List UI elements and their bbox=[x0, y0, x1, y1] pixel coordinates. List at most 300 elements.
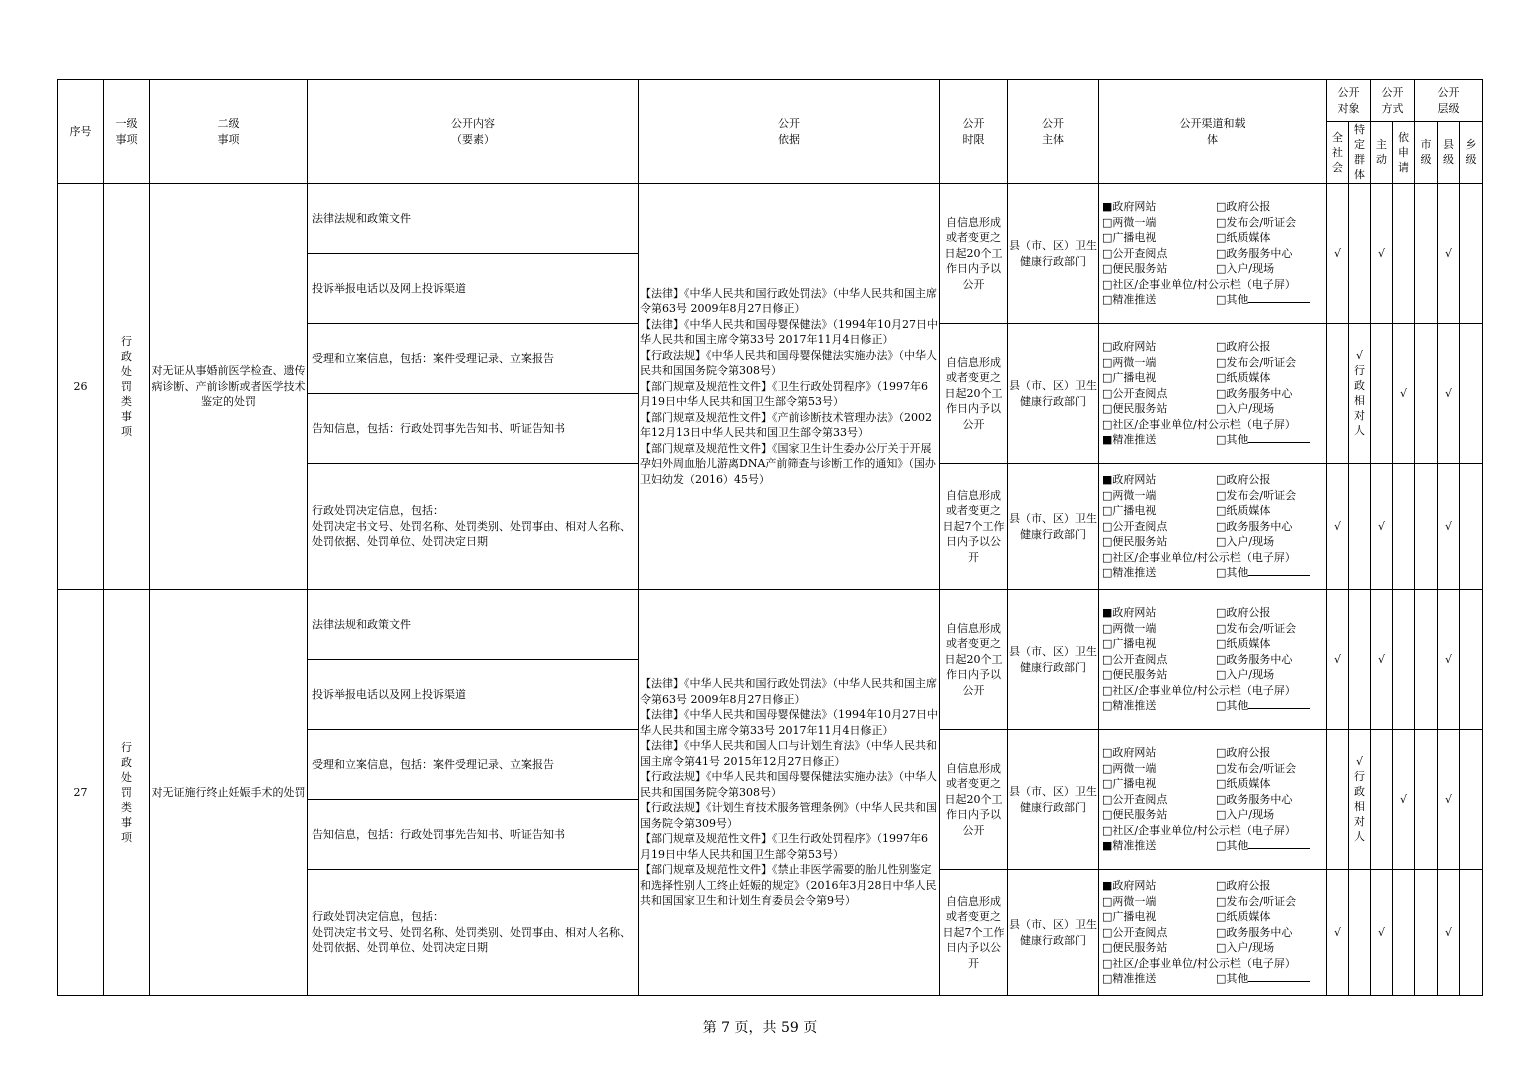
level2-text: 对无证从事婚前医学检查、遗传病诊断、产前诊断或者医学技术鉴定的处罚 bbox=[151, 364, 306, 409]
level-city-check bbox=[1415, 730, 1438, 870]
channel-cell bbox=[1099, 870, 1327, 996]
channel-gazette-box: □ bbox=[1216, 606, 1227, 620]
level-city-check bbox=[1415, 184, 1438, 324]
channel-service-center-label: 政务服务中心 bbox=[1226, 386, 1293, 400]
method-active-check-mark: √ bbox=[1377, 246, 1385, 260]
channel-reading bbox=[1102, 246, 1216, 262]
header-subject bbox=[1008, 80, 1099, 184]
channel-paper-box: □ bbox=[1216, 504, 1227, 518]
target-special-check bbox=[1349, 870, 1371, 996]
content-item-text: 受理和立案信息，包括：案件受理记录、立案报告 bbox=[312, 351, 554, 365]
subject-text: 县（市、区）卫生健康行政部门 bbox=[1009, 645, 1097, 674]
channel-other-label: 其他 bbox=[1226, 433, 1249, 447]
level1-text: 行政处罚类事项 bbox=[121, 334, 132, 438]
time-text: 自信息形成或者变更之日起7个工作日内予以公开 bbox=[942, 894, 1005, 970]
channel-gazette bbox=[1216, 605, 1326, 621]
channel-push-box: □ bbox=[1102, 699, 1113, 713]
content-item-cell bbox=[308, 870, 639, 996]
level-county-check-mark: √ bbox=[1444, 925, 1452, 939]
channel-reading-label: 公开查阅点 bbox=[1112, 652, 1168, 666]
channel-door-box: □ bbox=[1216, 262, 1227, 276]
header-level1-text: 一级事项 bbox=[115, 117, 138, 146]
channel-service-center-box: □ bbox=[1216, 386, 1227, 400]
channel-website-label: 政府网站 bbox=[1112, 746, 1157, 760]
channel-service-station bbox=[1102, 940, 1216, 956]
content-item-cell bbox=[308, 464, 639, 590]
seq-number: 27 bbox=[73, 785, 88, 799]
target-all-check bbox=[1327, 184, 1349, 324]
channel-push-label: 精准推送 bbox=[1112, 293, 1157, 307]
header-level-town-text: 乡级 bbox=[1465, 138, 1477, 167]
level-town-check bbox=[1460, 590, 1483, 730]
header-content bbox=[308, 80, 639, 184]
channel-push-label: 精准推送 bbox=[1112, 433, 1157, 447]
disclosure-table bbox=[57, 79, 1483, 996]
channel-paper-box: □ bbox=[1216, 371, 1227, 385]
channel-press-label: 发布会/听证会 bbox=[1226, 355, 1297, 369]
channel-reading-label: 公开查阅点 bbox=[1112, 386, 1168, 400]
content-item-cell bbox=[308, 730, 639, 800]
header-method-active bbox=[1371, 122, 1393, 184]
channel-push bbox=[1102, 838, 1216, 854]
channel-door bbox=[1216, 401, 1326, 417]
target-all-check-mark: √ bbox=[1333, 519, 1341, 533]
header-method-apply-text: 依申请 bbox=[1398, 130, 1409, 174]
header-time-text: 公开时限 bbox=[962, 117, 985, 146]
channel-broadcast-box: □ bbox=[1102, 910, 1113, 924]
channel-community bbox=[1102, 683, 1326, 699]
table-row bbox=[58, 184, 1483, 254]
time-cell bbox=[940, 464, 1008, 590]
channel-service-station-box: □ bbox=[1102, 808, 1113, 822]
channel-two-micro bbox=[1102, 355, 1216, 371]
channel-community-box: □ bbox=[1102, 550, 1113, 564]
level-county-check-mark: √ bbox=[1444, 519, 1452, 533]
channel-broadcast-label: 广播电视 bbox=[1112, 910, 1157, 924]
channel-gazette-box: □ bbox=[1216, 200, 1227, 214]
channel-service-center-box: □ bbox=[1216, 792, 1227, 806]
channel-service-station-label: 便民服务站 bbox=[1112, 402, 1168, 416]
content-item-text: 法律法规和政策文件 bbox=[312, 617, 411, 631]
content-item-cell bbox=[308, 184, 639, 254]
channel-paper-label: 纸质媒体 bbox=[1226, 637, 1271, 651]
channel-other-label: 其他 bbox=[1226, 699, 1249, 713]
channel-service-station-label: 便民服务站 bbox=[1112, 808, 1168, 822]
channel-door bbox=[1216, 807, 1326, 823]
channel-press-box: □ bbox=[1216, 894, 1227, 908]
channel-service-station-box: □ bbox=[1102, 402, 1113, 416]
channel-two-micro bbox=[1102, 894, 1216, 910]
subject-cell bbox=[1008, 184, 1099, 324]
level1-text: 行政处罚类事项 bbox=[121, 740, 132, 844]
channel-website-label: 政府网站 bbox=[1112, 606, 1157, 620]
target-special-check bbox=[1349, 464, 1371, 590]
page-footer: 第 7 页，共 59 页 bbox=[702, 1020, 818, 1036]
channel-community-box: □ bbox=[1102, 823, 1113, 837]
channel-community-label: 社区/企事业单位/村公示栏（电子屏） bbox=[1112, 683, 1296, 697]
level-city-check bbox=[1415, 870, 1438, 996]
channel-paper bbox=[1216, 370, 1326, 386]
content-item-cell bbox=[308, 800, 639, 870]
channel-paper-label: 纸质媒体 bbox=[1226, 504, 1271, 518]
channel-reading bbox=[1102, 386, 1216, 402]
subject-text: 县（市、区）卫生健康行政部门 bbox=[1009, 918, 1097, 947]
content-item-text: 受理和立案信息，包括：案件受理记录、立案报告 bbox=[312, 757, 554, 771]
subject-text: 县（市、区）卫生健康行政部门 bbox=[1009, 379, 1097, 408]
channel-broadcast-label: 广播电视 bbox=[1112, 231, 1157, 245]
channel-push-box: ■ bbox=[1102, 839, 1113, 853]
channel-service-center-box: □ bbox=[1216, 519, 1227, 533]
channel-reading-box: □ bbox=[1102, 246, 1113, 260]
target-special-check bbox=[1349, 730, 1371, 870]
channel-push bbox=[1102, 971, 1216, 987]
channel-broadcast bbox=[1102, 909, 1216, 925]
channel-door-label: 入户/现场 bbox=[1226, 941, 1275, 955]
channel-other-label: 其他 bbox=[1226, 566, 1249, 580]
method-apply-check-mark: √ bbox=[1399, 386, 1407, 400]
header-level2-text: 二级事项 bbox=[217, 117, 240, 146]
time-text: 自信息形成或者变更之日起20个工作日内予以公开 bbox=[944, 355, 1003, 431]
target-all-check-mark: √ bbox=[1333, 652, 1341, 666]
channel-service-center bbox=[1216, 792, 1326, 808]
content-item-cell bbox=[308, 254, 639, 324]
channel-two-micro bbox=[1102, 761, 1216, 777]
channel-push-label: 精准推送 bbox=[1112, 566, 1157, 580]
header-level bbox=[1415, 80, 1483, 122]
channel-community bbox=[1102, 417, 1326, 433]
channel-other-box: □ bbox=[1216, 699, 1227, 713]
method-apply-check bbox=[1393, 590, 1415, 730]
channel-community-box: □ bbox=[1102, 956, 1113, 970]
channel-door-box: □ bbox=[1216, 535, 1227, 549]
channel-website bbox=[1102, 472, 1216, 488]
level-county-check bbox=[1438, 324, 1460, 464]
content-item-cell bbox=[308, 394, 639, 464]
channel-community-box: □ bbox=[1102, 277, 1113, 291]
channel-door-box: □ bbox=[1216, 941, 1227, 955]
channel-website bbox=[1102, 878, 1216, 894]
channel-other bbox=[1216, 292, 1326, 308]
header-target-special bbox=[1349, 122, 1371, 184]
channel-door bbox=[1216, 667, 1326, 683]
channel-website-box: ■ bbox=[1102, 473, 1113, 487]
method-apply-check bbox=[1393, 464, 1415, 590]
channel-community bbox=[1102, 823, 1326, 839]
header-basis-text: 公开依据 bbox=[778, 117, 800, 146]
channel-gazette bbox=[1216, 339, 1326, 355]
channel-other bbox=[1216, 565, 1326, 581]
channel-press bbox=[1216, 621, 1326, 637]
channel-two-micro-box: □ bbox=[1102, 215, 1113, 229]
content-item-cell bbox=[308, 590, 639, 660]
channel-door-box: □ bbox=[1216, 668, 1227, 682]
subject-text: 县（市、区）卫生健康行政部门 bbox=[1009, 512, 1097, 541]
channel-gazette-label: 政府公报 bbox=[1226, 340, 1271, 354]
basis-text: 【法律】《中华人民共和国行政处罚法》（中华人民共和国主席令第63号 2009年8月27日修正） 【法律】《中华人民共和国母婴保健法》（1994年10月27日中华人民共和国主席令第33号 2017年11月4日修正） 【行政法规】《中华人民共和国母婴保健法实施办法》（中华人民共和国国务院令第308号） 【部门规章及规范性文件】《卫生行政处罚程序》（1997年6月19日中华人民共和国卫生部令第53号） 【部门规章及规范性文件】《产前诊断技术管理办法》（2002年12月13日中华人民共和国卫生部令第33号） 【部门规章及规范性文件】《国家卫生计生委办公厅关于开展孕妇外周血胎儿游离DNA产前筛查与诊断工作的通知》（国办卫妇幼发（2016）45号） bbox=[640, 286, 938, 486]
channel-press bbox=[1216, 894, 1326, 910]
channel-two-micro bbox=[1102, 621, 1216, 637]
channel-reading-label: 公开查阅点 bbox=[1112, 246, 1168, 260]
channel-website-label: 政府网站 bbox=[1112, 340, 1157, 354]
time-cell bbox=[940, 730, 1008, 870]
channel-service-center-box: □ bbox=[1216, 246, 1227, 260]
level1-cell bbox=[104, 184, 150, 590]
channel-community-label: 社区/企事业单位/村公示栏（电子屏） bbox=[1112, 956, 1296, 970]
channel-door-label: 入户/现场 bbox=[1226, 262, 1275, 276]
subject-cell bbox=[1008, 590, 1099, 730]
channel-gazette-label: 政府公报 bbox=[1226, 879, 1271, 893]
header-basis bbox=[639, 80, 940, 184]
channel-push bbox=[1102, 565, 1216, 581]
seq-number: 26 bbox=[73, 379, 88, 393]
channel-reading bbox=[1102, 792, 1216, 808]
channel-paper bbox=[1216, 636, 1326, 652]
channel-reading-label: 公开查阅点 bbox=[1112, 925, 1168, 939]
header-level-city bbox=[1415, 122, 1438, 184]
subject-cell bbox=[1008, 870, 1099, 996]
channel-press-label: 发布会/听证会 bbox=[1226, 621, 1297, 635]
channel-push-box: □ bbox=[1102, 566, 1113, 580]
level-city-check bbox=[1415, 324, 1438, 464]
channel-reading-box: □ bbox=[1102, 925, 1113, 939]
channel-broadcast-label: 广播电视 bbox=[1112, 371, 1157, 385]
channel-broadcast-box: □ bbox=[1102, 777, 1113, 791]
channel-press-box: □ bbox=[1216, 621, 1227, 635]
channel-service-center-label: 政务服务中心 bbox=[1226, 792, 1293, 806]
channel-press bbox=[1216, 355, 1326, 371]
channel-broadcast-label: 广播电视 bbox=[1112, 777, 1157, 791]
time-text: 自信息形成或者变更之日起20个工作日内予以公开 bbox=[944, 621, 1003, 697]
channel-gazette bbox=[1216, 199, 1326, 215]
channel-community-label: 社区/企事业单位/村公示栏（电子屏） bbox=[1112, 823, 1296, 837]
time-cell bbox=[940, 184, 1008, 324]
header-level2 bbox=[150, 80, 308, 184]
channel-broadcast-box: □ bbox=[1102, 504, 1113, 518]
channel-community-label: 社区/企事业单位/村公示栏（电子屏） bbox=[1112, 277, 1296, 291]
header-seq bbox=[58, 80, 104, 184]
level-county-check bbox=[1438, 590, 1460, 730]
subject-text: 县（市、区）卫生健康行政部门 bbox=[1009, 785, 1097, 814]
method-active-check-mark: √ bbox=[1377, 925, 1385, 939]
table-row bbox=[58, 590, 1483, 660]
channel-website bbox=[1102, 605, 1216, 621]
channel-reading-box: □ bbox=[1102, 386, 1113, 400]
channel-paper-box: □ bbox=[1216, 910, 1227, 924]
channel-push-label: 精准推送 bbox=[1112, 839, 1157, 853]
channel-press bbox=[1216, 215, 1326, 231]
channel-paper-box: □ bbox=[1216, 777, 1227, 791]
channel-other-box: □ bbox=[1216, 566, 1227, 580]
channel-reading bbox=[1102, 925, 1216, 941]
channel-service-center-label: 政务服务中心 bbox=[1226, 925, 1293, 939]
channel-gazette bbox=[1216, 745, 1326, 761]
channel-door-label: 入户/现场 bbox=[1226, 402, 1275, 416]
content-item-text: 法律法规和政策文件 bbox=[312, 211, 411, 225]
channel-paper-box: □ bbox=[1216, 231, 1227, 245]
channel-gazette-box: □ bbox=[1216, 746, 1227, 760]
channel-community-box: □ bbox=[1102, 683, 1113, 697]
method-active-check bbox=[1371, 464, 1393, 590]
channel-broadcast bbox=[1102, 370, 1216, 386]
header-target bbox=[1327, 80, 1371, 122]
level2-cell bbox=[150, 590, 308, 996]
channel-service-station-label: 便民服务站 bbox=[1112, 941, 1168, 955]
channel-service-center bbox=[1216, 519, 1326, 535]
header-level-text: 公开层级 bbox=[1437, 86, 1460, 115]
level-county-check-mark: √ bbox=[1444, 386, 1452, 400]
channel-service-center-label: 政务服务中心 bbox=[1226, 652, 1293, 666]
channel-broadcast-box: □ bbox=[1102, 371, 1113, 385]
time-text: 自信息形成或者变更之日起7个工作日内予以公开 bbox=[942, 488, 1005, 564]
channel-two-micro bbox=[1102, 215, 1216, 231]
channel-website-label: 政府网站 bbox=[1112, 879, 1157, 893]
method-active-check-mark: √ bbox=[1377, 519, 1385, 533]
channel-gazette-box: □ bbox=[1216, 473, 1227, 487]
channel-paper bbox=[1216, 776, 1326, 792]
other-blank-line bbox=[1248, 432, 1310, 443]
level-county-check bbox=[1438, 464, 1460, 590]
level2-text: 对无证施行终止妊娠手术的处罚 bbox=[151, 785, 306, 799]
channel-service-center-label: 政务服务中心 bbox=[1226, 519, 1293, 533]
target-all-check bbox=[1327, 464, 1349, 590]
channel-two-micro-label: 两微一端 bbox=[1112, 894, 1157, 908]
channel-push-box: □ bbox=[1102, 972, 1113, 986]
channel-cell bbox=[1099, 464, 1327, 590]
channel-press-box: □ bbox=[1216, 355, 1227, 369]
channel-service-station-label: 便民服务站 bbox=[1112, 262, 1168, 276]
header-content-text: 公开内容（要素） bbox=[451, 117, 495, 146]
method-active-check bbox=[1371, 184, 1393, 324]
channel-door-box: □ bbox=[1216, 402, 1227, 416]
header-target-all-text: 全社会 bbox=[1332, 130, 1343, 174]
header-level-county bbox=[1438, 122, 1460, 184]
target-special-check bbox=[1349, 184, 1371, 324]
channel-press-box: □ bbox=[1216, 488, 1227, 502]
other-blank-line bbox=[1248, 565, 1310, 576]
channel-cell bbox=[1099, 324, 1327, 464]
channel-reading-box: □ bbox=[1102, 792, 1113, 806]
channel-reading bbox=[1102, 519, 1216, 535]
channel-two-micro-box: □ bbox=[1102, 355, 1113, 369]
level-county-check-mark: √ bbox=[1444, 792, 1452, 806]
level-town-check bbox=[1460, 184, 1483, 324]
channel-two-micro-box: □ bbox=[1102, 894, 1113, 908]
time-cell bbox=[940, 324, 1008, 464]
channel-website-box: ■ bbox=[1102, 606, 1113, 620]
target-special-check bbox=[1349, 590, 1371, 730]
channel-broadcast bbox=[1102, 776, 1216, 792]
method-apply-check-mark: √ bbox=[1399, 792, 1407, 806]
channel-other bbox=[1216, 971, 1326, 987]
subject-text: 县（市、区）卫生健康行政部门 bbox=[1009, 239, 1097, 268]
channel-paper bbox=[1216, 503, 1326, 519]
channel-service-station bbox=[1102, 534, 1216, 550]
channel-paper-label: 纸质媒体 bbox=[1226, 231, 1271, 245]
channel-service-station bbox=[1102, 667, 1216, 683]
level-county-check bbox=[1438, 870, 1460, 996]
other-blank-line bbox=[1248, 971, 1310, 982]
other-blank-line bbox=[1248, 292, 1310, 303]
seq-cell bbox=[58, 590, 104, 996]
content-item-text: 投诉举报电话以及网上投诉渠道 bbox=[312, 687, 466, 701]
channel-push-label: 精准推送 bbox=[1112, 972, 1157, 986]
header-method-active-text: 主动 bbox=[1376, 138, 1387, 167]
channel-push bbox=[1102, 432, 1216, 448]
channel-service-station-box: □ bbox=[1102, 262, 1113, 276]
method-active-check bbox=[1371, 870, 1393, 996]
channel-door-box: □ bbox=[1216, 808, 1227, 822]
channel-service-center bbox=[1216, 386, 1326, 402]
channel-service-center-box: □ bbox=[1216, 652, 1227, 666]
seq-cell bbox=[58, 184, 104, 590]
channel-website-box: □ bbox=[1102, 746, 1113, 760]
channel-gazette bbox=[1216, 878, 1326, 894]
channel-reading-box: □ bbox=[1102, 519, 1113, 533]
header-level-town bbox=[1460, 122, 1483, 184]
target-all-check-mark: √ bbox=[1333, 925, 1341, 939]
channel-other-box: □ bbox=[1216, 972, 1227, 986]
content-item-text: 告知信息，包括：行政处罚事先告知书、听证告知书 bbox=[312, 827, 565, 841]
time-cell bbox=[940, 590, 1008, 730]
channel-other bbox=[1216, 698, 1326, 714]
content-item-cell bbox=[308, 324, 639, 394]
channel-community-label: 社区/企事业单位/村公示栏（电子屏） bbox=[1112, 550, 1296, 564]
channel-reading bbox=[1102, 652, 1216, 668]
channel-other bbox=[1216, 432, 1326, 448]
channel-website-box: ■ bbox=[1102, 879, 1113, 893]
channel-gazette-label: 政府公报 bbox=[1226, 606, 1271, 620]
content-item-cell bbox=[308, 660, 639, 730]
channel-two-micro-label: 两微一端 bbox=[1112, 761, 1157, 775]
channel-broadcast bbox=[1102, 230, 1216, 246]
channel-website-label: 政府网站 bbox=[1112, 473, 1157, 487]
channel-service-station bbox=[1102, 807, 1216, 823]
level-town-check bbox=[1460, 870, 1483, 996]
channel-service-station-label: 便民服务站 bbox=[1112, 535, 1168, 549]
channel-website bbox=[1102, 339, 1216, 355]
channel-paper bbox=[1216, 909, 1326, 925]
header-level-county-text: 县级 bbox=[1443, 138, 1454, 167]
channel-community-label: 社区/企事业单位/村公示栏（电子屏） bbox=[1112, 417, 1296, 431]
channel-other-box: □ bbox=[1216, 293, 1227, 307]
channel-paper-label: 纸质媒体 bbox=[1226, 910, 1271, 924]
channel-community bbox=[1102, 277, 1326, 293]
header-subject-text: 公开主体 bbox=[1042, 117, 1064, 146]
channel-service-center-label: 政务服务中心 bbox=[1226, 246, 1293, 260]
header-level1 bbox=[104, 80, 150, 184]
level-county-check bbox=[1438, 184, 1460, 324]
header-time bbox=[940, 80, 1008, 184]
method-active-check bbox=[1371, 730, 1393, 870]
channel-service-center bbox=[1216, 652, 1326, 668]
channel-broadcast bbox=[1102, 636, 1216, 652]
content-item-text: 行政处罚决定信息，包括： 处罚决定书文号、处罚名称、处罚类别、处罚事由、相对人名称、处罚依据、处罚单位、处罚决定日期 bbox=[312, 504, 631, 549]
channel-paper-label: 纸质媒体 bbox=[1226, 371, 1271, 385]
level-county-check-mark: √ bbox=[1444, 652, 1452, 666]
channel-paper bbox=[1216, 230, 1326, 246]
channel-push-label: 精准推送 bbox=[1112, 699, 1157, 713]
channel-two-micro-label: 两微一端 bbox=[1112, 488, 1157, 502]
basis-cell bbox=[639, 590, 940, 996]
channel-broadcast-label: 广播电视 bbox=[1112, 504, 1157, 518]
channel-push bbox=[1102, 292, 1216, 308]
header-target-all bbox=[1327, 122, 1349, 184]
channel-press bbox=[1216, 488, 1326, 504]
target-all-check bbox=[1327, 870, 1349, 996]
other-blank-line bbox=[1248, 698, 1310, 709]
channel-website bbox=[1102, 745, 1216, 761]
channel-two-micro-label: 两微一端 bbox=[1112, 215, 1157, 229]
